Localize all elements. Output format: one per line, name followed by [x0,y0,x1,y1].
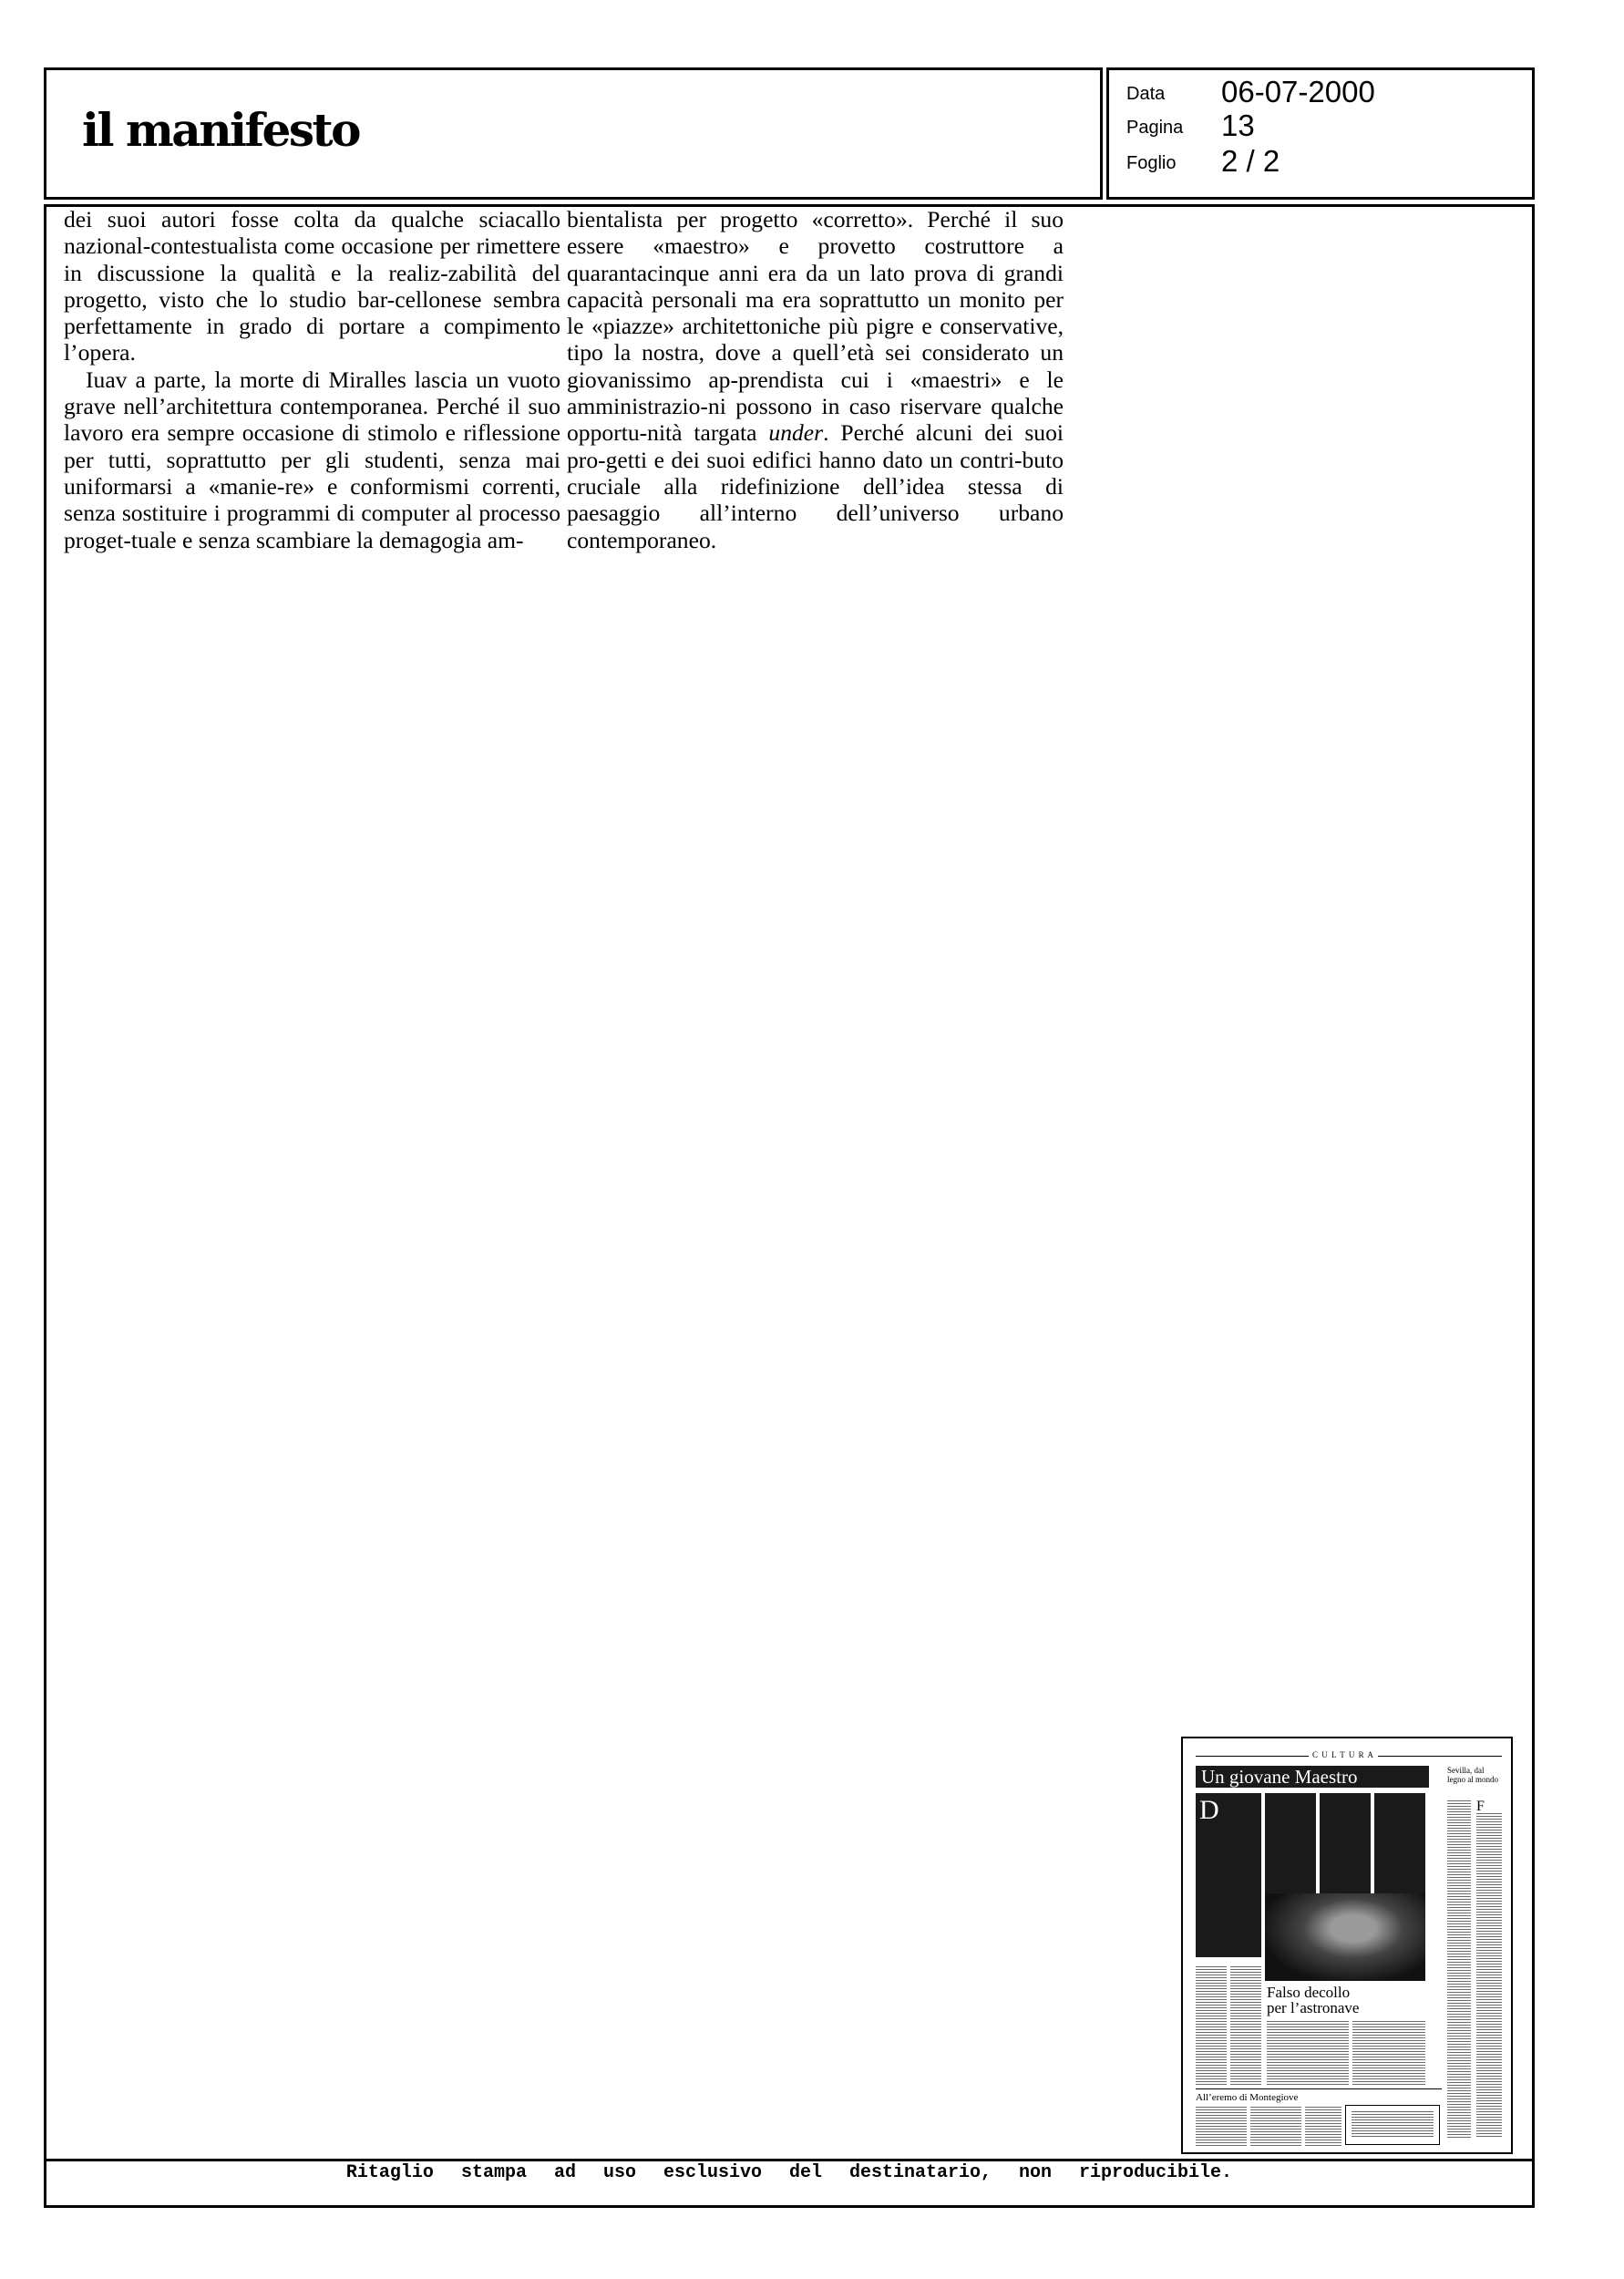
thumb-text-column [1230,1966,1261,2085]
thumb-photo [1265,1893,1425,1981]
page-thumbnail [1181,1737,1513,2154]
thumb-text-column [1267,2021,1349,2085]
thumb-sub-headline-1: Falso decollo [1267,1984,1351,2001]
paragraph-text: . Perché alcuni dei suoi pro-getti e dei suoi edifici hanno dato un contri-buto cruciale alla ridefinizione dell’idea stessa di paesaggio all’interno dell’universo urbano contemporaneo. [567,419,1064,553]
thumb-text-column [1196,1966,1227,2085]
thumb-side-head: Sevilla, dal legno al mondo [1447,1766,1498,1784]
thumb-column-block [1320,1793,1371,1893]
thumb-ad-box [1345,2105,1440,2145]
masthead-logo: il manifesto [82,103,359,157]
paragraph-text: bientalista per progetto «corretto». Perché il suo essere «maestro» e provetto costruttore a quarantacinque anni era da un lato prova di grandi capacità personali ma era soprattutto un monito per le «piazze» architettoniche più pigre e conservative, tipo la nostra, dove a quell’età sei considerato un giovanissimo ap-prendista cui i «maestri» e le amministrazio-ni possono in caso riservare qualche opportu-nità targata [567,206,1064,447]
thumb-text-column [1305,2107,1341,2147]
thumb-section: C U L T U R A [1309,1750,1378,1759]
thumb-bottom-head: All’eremo di Montegiove [1196,2092,1299,2103]
thumb-column-block [1374,1793,1425,1893]
article-column-2 [567,206,1064,553]
thumb-dropcap: D [1199,1795,1219,1825]
paragraph: dei suoi autori fosse colta da qualche sciacallo nazional-contestualista come occasione per rimettere in discussione la qualità e la realiz-zabilità del progetto, visto che lo studio bar-cellonese sembra perfettamente in grado di portare a compimento l’opera. [64,206,560,366]
paragraph: Iuav a parte, la morte di Miralles lascia un vuoto grave nell’architettura contemporanea. Perché il suo lavoro era sempre occasione di stimolo e riflessione per tutti, soprattutto per gli studenti, senza mai uniformarsi a «manie-re» e conformismi correnti, senza sostituire i programmi di computer al processo proget-tuale e senza scambiare la demagogia am- [64,366,560,553]
meta-label-date: Data [1126,84,1166,104]
thumb-headline: Un giovane Maestro [1201,1766,1358,1788]
footer-disclaimer: Ritaglio stampa ad uso esclusivo del destinatario, non riproducibile. [345,2162,1233,2183]
thumb-text-column [1250,2107,1301,2147]
meta-label-page: Pagina [1126,118,1184,138]
meta-value-date: 06-07-2000 [1221,75,1375,108]
thumb-ad-text [1352,2111,1434,2139]
meta-label-sheet: Foglio [1126,153,1177,173]
thumb-text-column [1196,2107,1247,2147]
thumb-side-dropcap: F [1476,1799,1485,1814]
thumb-text-column [1447,1800,1471,2138]
thumb-text-column [1352,2021,1425,2085]
meta-value-sheet: 2 / 2 [1221,144,1280,178]
thumb-sub-headline-2: per l’astronave [1267,1999,1360,2016]
thumb-text-column [1476,1813,1502,2138]
article-column-1 [64,206,560,553]
italic-word: under [768,419,824,447]
thumb-rule [1196,2088,1442,2089]
paragraph [567,206,1064,553]
meta-value-page: 13 [1221,108,1255,142]
